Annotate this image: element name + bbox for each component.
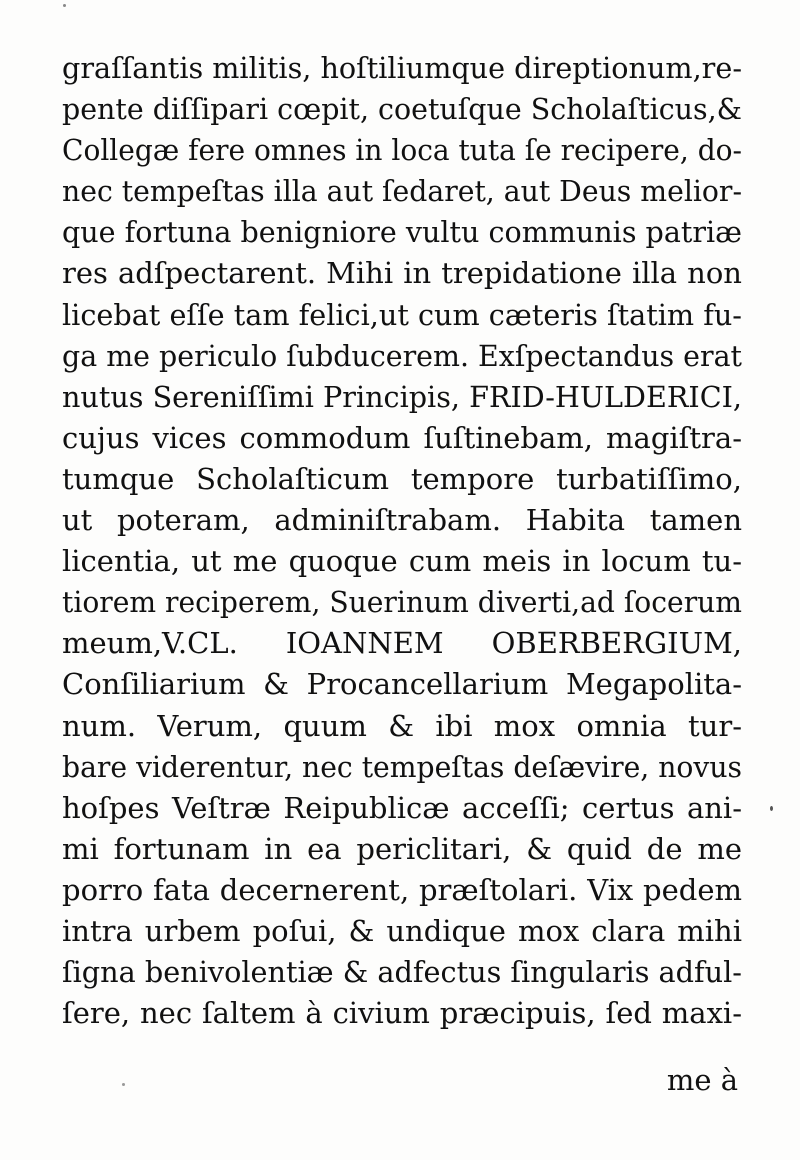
text-line-20: mi fortunam in ea periclitari, & quid de me [62,831,742,866]
text-line-17: num. Verum, quum & ibi mox omnia tur- [62,708,742,743]
text-line-12: ut poteram, adminiſtrabam. Habita tamen [62,503,742,538]
text-line-7: licebat eſſe tam felici,ut cum cæteris ſtatim fu- [62,297,742,332]
text-line-9: nutus Sereniſſimi Principis, FRID-HULDERICI, [62,379,742,414]
text-line-10: cujus vices commodum ſuſtinebam, magiſtra- [62,420,742,455]
text-line-23: ſigna benivolentiæ & adfectus ſingularis adful- [62,955,742,990]
text-line-14: tiorem reciperem, Suerinum diverti,ad ſocerum [62,585,742,620]
text-line-21: porro fata decernerent, præſtolari. Vix pedem [62,872,742,907]
text-line-5: que fortuna benigniore vultu communis patriæ [62,215,742,250]
text-line-2: pente diſſipari cœpit, coetuſque Scholaſticus,& [62,92,742,127]
catchword: me à [666,1063,738,1097]
text-line-24: ſere, nec ſaltem à civium præcipuis, ſed maxi- [62,996,742,1031]
body-text [62,48,742,1034]
text-line-22: intra urbem poſui, & undique mox clara mihi [62,913,742,948]
ink-speck [770,806,773,811]
text-line-13: licentia, ut me quoque cum meis in locum tu- [62,544,742,579]
text-line-4: nec tempeſtas illa aut ſedaret, aut Deus melior- [62,174,742,209]
ink-speck [63,4,66,7]
text-line-8: ga me periculo ſubducerem. Exſpectandus erat [62,338,742,373]
text-line-18: bare viderentur, nec tempeſtas deſævire, novus [62,749,742,784]
ink-speck [122,1083,125,1086]
text-line-19: hoſpes Veſtræ Reipublicæ acceſſi; certus ani- [62,790,742,825]
text-line-11: tumque Scholaſticum tempore turbatiſſimo, [62,461,742,496]
text-line-15: meum,V.CL. IOANNEM OBERBERGIUM, [62,626,742,661]
text-line-1: graſſantis militis, hoſtiliumque direptionum,re- [62,51,742,85]
text-line-3: Collegæ fere omnes in loca tuta ſe recipere, do- [62,133,742,168]
text-line-16: Conſiliarium & Procancellarium Megapolita- [62,667,742,702]
text-line-6: res adſpectarent. Mihi in trepidatione illa non [62,256,742,291]
